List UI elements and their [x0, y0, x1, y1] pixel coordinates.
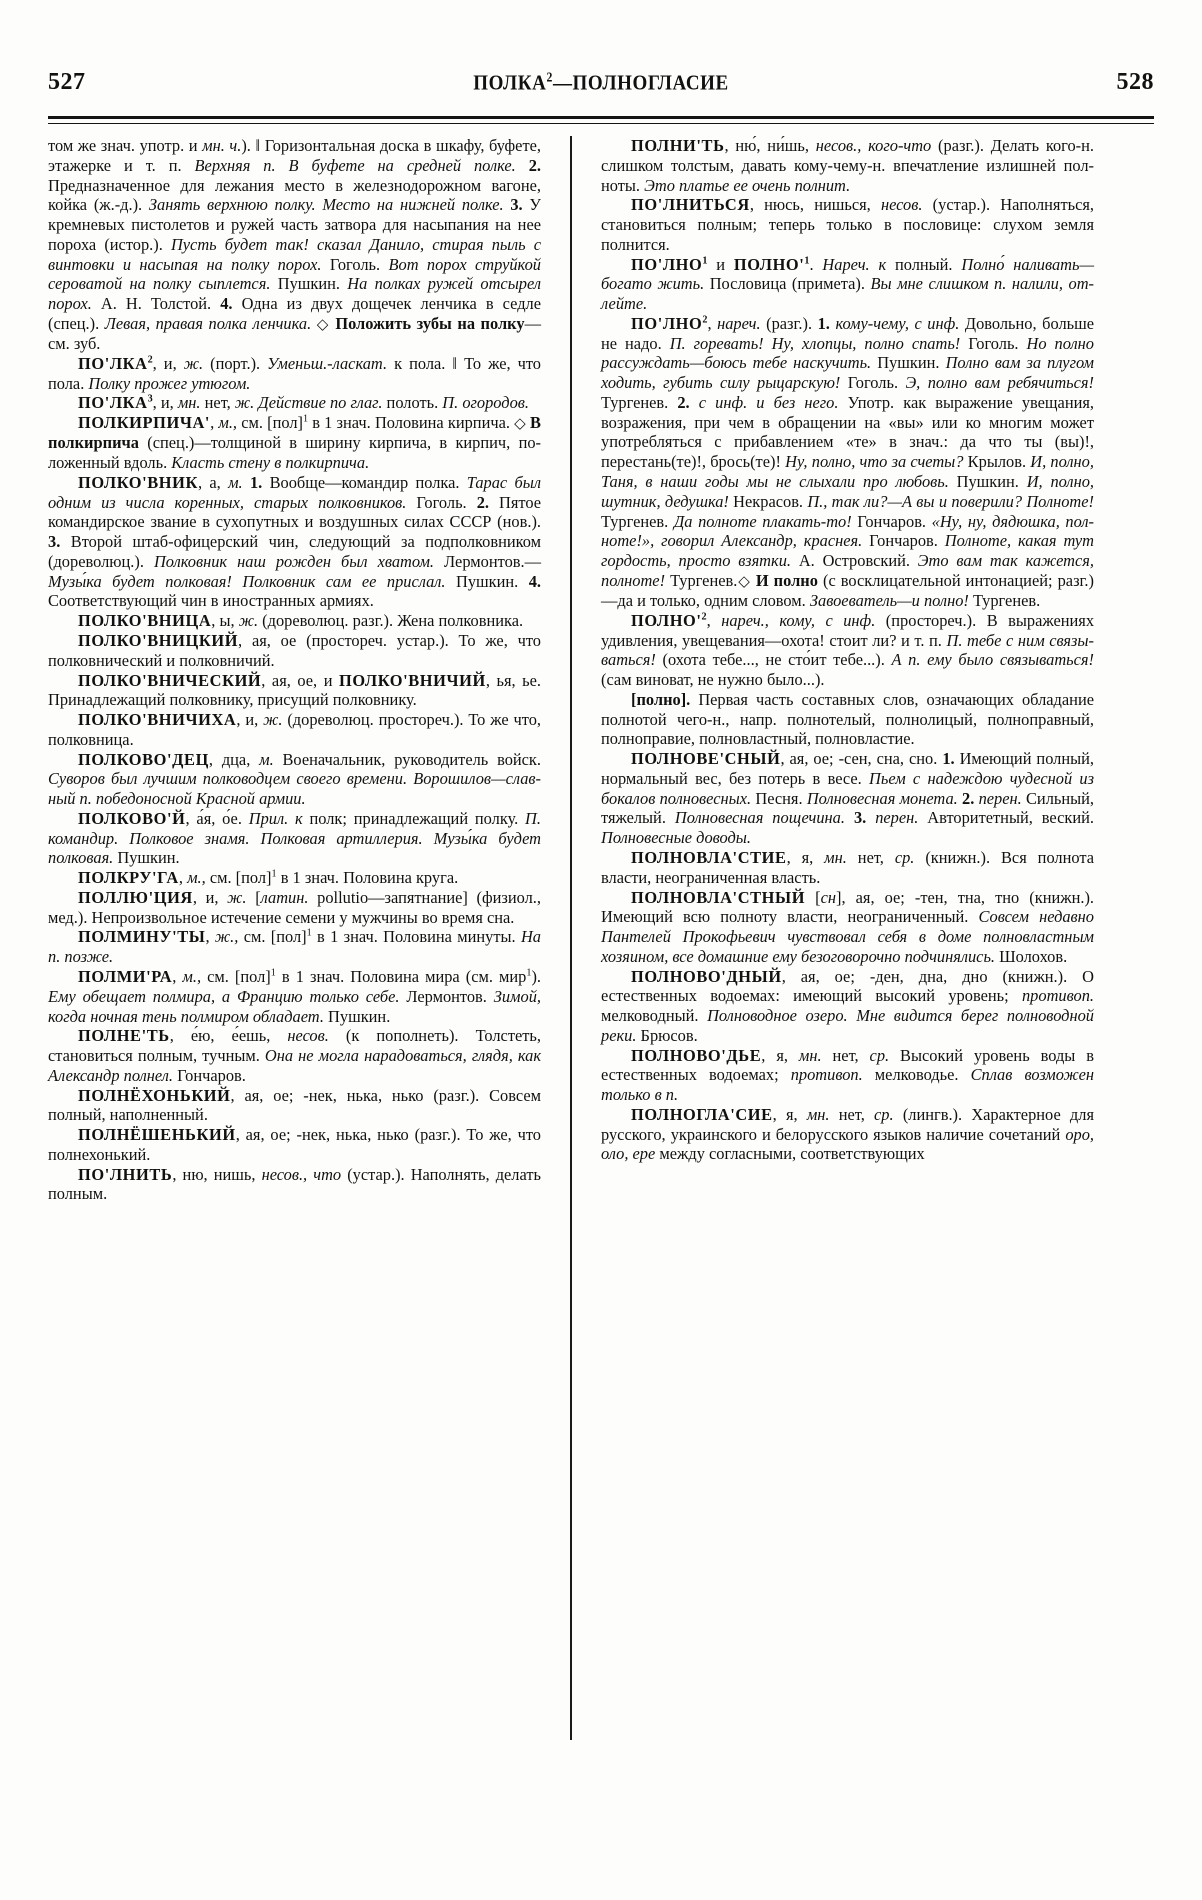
dictionary-entry: ПОЛНОВЛА'СТНЫЙ [сн], ая, ое; -тен, тна, тно (книжн.). Имеющий всю полноту власти, неограниченный. Совсем недавно Пантелей Прокофьевич чувствовал себя в доме полновластным хозяином, все домашние ему безоговорочно подчинялись. Шолохов.: [601, 887, 1094, 966]
entry-continuation: том же знач. употр. и мн. ч.). ‖ Горизонтальная доска в шкафу, буфете, этажерке и т. п. Верхняя п. В буфете на средней полке. 2. Предназначенное для лежания место в железнодорожном вагоне, койка (ж.-д.). Занять верхнюю полку. Место на нижней полке. 3. У кремневых пистолетов и ружей часть затвора для насыпания на нее пороха (истор.). Пусть будет так! сказал Данило, стирая пыль с винтовки и насыпая на полку порох. Гоголь. Вот порох струйкой сероватой на полку сыплется. Пушкин. На полках ружей отсырел порох. А. Н. Толстой. 4. Одна из двух дощечек ленчика в седле (спец.). Левая, правая полка ленчика. ◇ Положить зубы на полку—см. зуб.: [48, 136, 542, 354]
dictionary-entry: ПОЛКОВО'Й, а́я, о́е. Прил. к полк; принадлежащий полку. П. командир. Полковое знамя. Полковая артиллерия. Музы́ка будет полковая. Пушкин.: [48, 808, 541, 868]
dictionary-entry: ПОЛКО'ВНИЧЕСКИЙ, ая, ое, и ПОЛКО'ВНИЧИЙ, ья, ье. Принадлежащий полковнику, присущий полковнику.: [48, 670, 541, 710]
dictionary-entry: $ПОЛНО'^2$, нареч., кому, с инф. (простореч.). В выражениях удивления, увещевания—охота! стоит ли? и т. п. П. тебе с ним связываться! (охота тебе..., не сто́ит тебе...). А п. ему было связываться! (сам виноват, не нужно было...).: [601, 610, 1095, 690]
text-columns: [48, 136, 1154, 1842]
running-title-superscript: 2: [546, 69, 553, 85]
dictionary-entry: ПОЛМИНУ'ТЫ, ж., см. [пол]$^1$ в 1 знач. Половина минуты. На п. позже.: [48, 927, 541, 967]
dictionary-entry: ПО'ЛНИТЬСЯ, нюсь, нишься, несов. (устар.). Наполняться, становиться полным; теперь только в пословице: слухом земля полнится.: [601, 195, 1094, 254]
dictionary-entry: ПОЛНОВЛА'СТИЕ, я, мн. нет, ср. (книжн.). Вся полнота власти, неограниченная власть.: [601, 847, 1094, 887]
dictionary-entry: ПОЛМИ'РА, м., см. [пол]$^1$ в 1 знач. Половина мира (см. мир$^1$). Ему обещает полмира, а Францию только себе. Лермонтов. Зимой, когда ночная тень полмиром обладает. Пушкин.: [48, 967, 541, 1026]
running-title: [473, 70, 729, 96]
folio-left: 527: [48, 69, 86, 95]
dictionary-entry: ПОЛНЕ'ТЬ, е́ю, е́ешь, несов. (к пополнеть). Толстеть, становиться полным, тучным. Она не могла нарадоваться, глядя, как Александр полнел. Гончаров.: [48, 1026, 541, 1085]
header-rule-thick: [48, 116, 1154, 119]
column-left: [48, 136, 557, 1842]
dictionary-entry: ПОЛКРУ'ГА, м., см. [пол]$^1$ в 1 знач. Половина круга.: [78, 868, 459, 888]
dictionary-entry: ПО'ЛНО$^2$, нареч. (разг.). 1. кому-чему, с инф. Довольно, больше не надо. П. горевать! Ну, хлопцы, полно спать! Гоголь. Но полно рассуждать—боюсь тебе наскучить. Пушкин. Полно вам за плугом ходить, губить силу рыцарскую! Гоголь. Э, полно вам ребячиться! Тургенев. 2. с инф. и без него. Употр. как выражение увещания, возражения, при чем в обращении на «вы» или ко многим может употребляться с прибавлением «те» в знач.: да что ты (вы)!, перестань(те)!, брось(те)! Ну, полно, что за счеты? Крылов. И, полно, Таня, в наши годы мы не слыхали про любовь. Пушкин. И, полно, шутник, дедушка! Некрасов. П., так ли?—А вы и поверили? Полноте! Тургенев. Да полноте плакать-то! Гончаров. «Ну, ну, дядюшка, полноте!», говорил Александр, краснея. Гончаров. Полноте, какая тут гордость, просто взятки. А. Островский. Это вам так кажется, полноте! Тургенев.◇ И полно (с восклицательной интонацией; разг.)—да и только, одним словом. Завоеватель—и полно! Тургенев.: [601, 313, 1095, 611]
dictionary-entry: ПОЛКОВО'ДЕЦ, дца, м. Военачальник, руководитель войск. Суворов был лучшим полководцем своего времени. Ворошилов—славный п. победоносной Красной армии.: [48, 749, 541, 809]
dictionary-entry: ПОЛНОГЛА'СИЕ, я, мн. нет, ср. (лингв.). Характерное для русского, украинского и белорусского языков наличие сочетаний оро, оло, ере между согласными, соответствующих: [601, 1104, 1094, 1164]
column-gutter: [557, 136, 585, 1842]
running-head: [48, 62, 1154, 96]
dictionary-entry: ПО'ЛКА$^2$, и, ж. (порт.). Уменьш.-ласкат. к пола. ‖ То же, что пола. Полку прожег утюгом.: [48, 353, 542, 393]
column-divider-rule: [570, 136, 572, 1740]
dictionary-entry: ПОЛНИ'ТЬ, ню́, ни́шь, несов., кого-что (разг.). Делать кого-н. слишком толстым, давать кому-чему-н. впечатление излишней полноты. Это платье ее очень полнит.: [601, 136, 1094, 195]
dictionary-entry: ПОЛНОВО'ДЬЕ, я, мн. нет, ср. Высокий уровень воды в естественных водоемах; противоп. мелководье. Сплав возможен только в п.: [601, 1045, 1094, 1105]
dictionary-entry: [полно]. Первая часть составных слов, означающих обладание полнотой чего-н., напр. полнотелый, полнолицый, полноправный, полноправие, полновластный, полновластие.: [601, 689, 1094, 749]
dictionary-entry: ПОЛКО'ВНИЦА, ы, ж. (дореволюц. разг.). Жена полковника.: [78, 611, 524, 631]
dictionary-entry: ПОЛКО'ВНИЧИХА, и, ж. (дореволюц. простореч.). То же что, полковница.: [48, 710, 541, 749]
dictionary-entry: ПО'ЛКА$^3$, и, мн. нет, ж. Действие по глаг. полоть. П. огородов.: [78, 393, 529, 413]
dictionary-entry: ПОЛКИРПИЧА', м., см. [пол]$^1$ в 1 знач. Половина кирпича. ◇ В полкирпича (спец.)—толщиной в ширину кирпича, в кирпич, положенный вдоль. Класть стену в полкирпича.: [48, 413, 541, 473]
column-right: [585, 136, 1094, 1842]
running-title-suffix: —ПОЛНОГЛАСИЕ: [552, 71, 729, 95]
dictionary-entry: ПОЛНОВО'ДНЫЙ, ая, ое; -ден, дна, дно (книжн.). О естественных водоемах: имеющий высокий уровень; противоп. мелководный. Полноводное озеро. Мне видится берег полноводной реки. Брюсов.: [601, 966, 1094, 1045]
dictionary-entry: ПО'ЛНО$^1$ и $ПОЛНО'^1$. Нареч. к полный. Полно́ наливать—богато жить. Пословица (примета). Вы мне слишком п. налили, отлейте.: [601, 254, 1095, 314]
dictionary-entry: ПОЛНЁШЕНЬКИЙ, ая, ое; -нек, нька, нько (разг.). То же, что полнехонький.: [48, 1125, 541, 1164]
header-rule-thin: [48, 123, 1154, 124]
running-title-prefix: ПОЛКА: [473, 71, 547, 95]
dictionary-entry: ПОЛЛЮ'ЦИЯ, и, ж. [латин. pollutio—запятнание] (физиол., мед.). Непроизвольное истечение семени у мужчины во время сна.: [48, 887, 541, 927]
dictionary-entry: ПО'ЛНИТЬ, ню, нишь, несов., что (устар.). Наполнять, делать полным.: [48, 1164, 541, 1204]
dictionary-entry: ПОЛНОВЕ'СНЫЙ, ая, ое; -сен, сна, сно. 1. Имеющий полный, нормальный вес, без потерь в весе. Пьем с надеждою чудесной из бокалов полновесных. Песня. Полновесная монета. 2. перен. Сильный, тяжелый. Полновесная пощечина. 3. перен. Авторитетный, веский. Полновесные доводы.: [601, 749, 1095, 848]
dictionary-entry: ПОЛКО'ВНИК, а, м. 1. Вообще—командир полка. Тарас был одним из числа коренных, старых полковников. Гоголь. 2. Пятое командирское звание в сухопутных и воздушных силах СССР (нов.). 3. Второй штаб-офицерский чин, следующий за подполковником (дореволюц.). Полковник наш рожден был хватом. Лермонтов.—Музы́ка будет полковая! Полковник сам ее прислал. Пушкин. 4. Соответствующий чин в иностранных армиях.: [48, 472, 542, 611]
dictionary-entry: ПОЛКО'ВНИЦКИЙ, ая, ое (простореч. устар.). То же, что полковнический и полковничий.: [48, 630, 541, 670]
folio-right: 528: [1116, 69, 1154, 95]
dictionary-entry: ПОЛНЁХОНЬКИЙ, ая, ое; -нек, нька, нько (разг.). Совсем полный, наполненный.: [48, 1085, 541, 1125]
